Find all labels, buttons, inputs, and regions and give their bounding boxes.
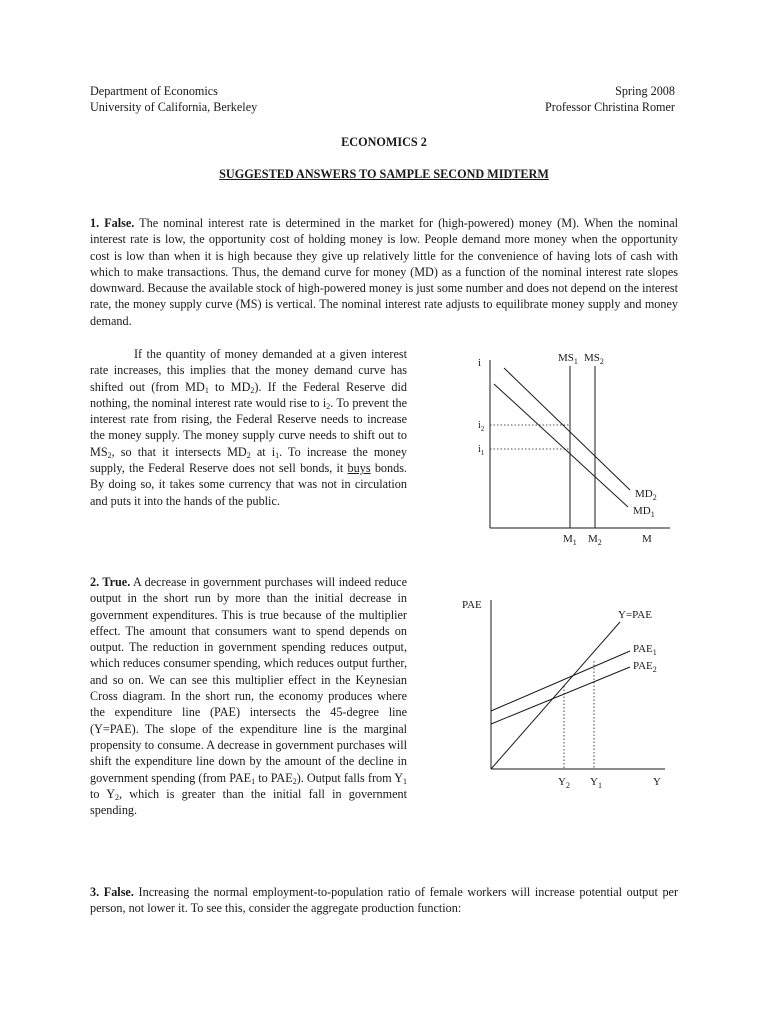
pae1-label: $PAE_1$ [633,643,657,657]
q1-label: 1. False. [90,216,135,230]
pae2-label: $PAE_2$ [633,660,657,674]
q2-label: 2. True. [90,575,131,589]
subscript: 2 [246,450,251,460]
q1-p2-text: at i [250,444,276,459]
q2-text: to Y [90,786,116,801]
subscript: 2 [107,450,112,460]
subscript: 2 [115,792,120,802]
i1-label: $i_1$ [478,444,485,457]
department: Department of Economics [90,84,218,98]
ms2-label: $MS_2$ [584,352,604,366]
y-axis-label: PAE [462,599,482,611]
y1-label: $Y_1$ [590,776,602,790]
subscript: 2 [250,385,255,395]
x-axis-label: M [642,533,652,545]
line-45-label: Y=PAE [618,609,652,621]
q1-p2-text: . To prevent the interest rate from rising, the Federal Reserve needs to increase the money supply. The money supply curve needs to shift out to MS [90,395,408,459]
m2-label: $M_2$ [588,533,602,547]
term: Spring 2008 [615,84,675,98]
q3-paragraph [90,884,678,917]
md1-line [494,384,628,507]
q3-label: 3. False. [90,885,134,899]
q1-p2-text: bonds. By doing so, it takes some currency that was not in circulation and puts it into the hands of the public. [90,461,407,508]
header-left [90,83,257,116]
q2-paragraph [90,574,407,818]
subscript: 1 [275,450,280,460]
money-market-diagram [470,344,680,550]
document-subtitle: SUGGESTED ANSWERS TO SAMPLE SECOND MIDTERM [219,167,549,181]
q2-text: ). Output falls from Y [296,770,404,785]
y-axis-label: i [478,357,482,369]
q1-paragraph-2 [90,346,407,509]
emphasis-buys: buys [347,461,371,476]
subscript: 1 [204,385,209,395]
md1-label: $MD_1$ [633,505,655,519]
subscript: 2 [326,401,331,411]
md2-line [504,368,630,490]
q2-text: to PAE [255,770,293,785]
x-axis-label: Y [653,776,661,788]
subscript: 1 [251,776,256,786]
document-title: ECONOMICS 2 [341,135,427,149]
q1-p2-text: If the quantity of money demanded at a given interest rate increases, this implies that the money demand curve has shifted out (from MD [90,347,407,394]
m1-label: $M_1$ [563,533,577,547]
md2-label: $MD_2$ [635,488,657,502]
q1-p2-text: , so that it intersects MD [111,444,247,459]
q1-paragraph [90,215,678,329]
subscript: 1 [403,776,408,786]
i2-label: $i_2$ [478,420,485,433]
keynesian-cross-diagram [460,594,680,794]
header-right [545,83,675,116]
q1-p2-text: . To increase the money supply, the Federal Reserve does not sell bonds, it [90,444,407,476]
q1-p2-text: ). If the Federal Reserve did nothing, the nominal interest rate would rise to i [90,379,407,410]
q1-text: The nominal interest rate is determined in the market for (high-powered) money (M). When the nominal interest rate is low, the opportunity cost of holding money is low. People demand more money when the opportunity cost is low than when it is high because they give up relatively little for the convenience of having lots of cash with which to make transactions. Thus, the demand curve for money (MD) as a function of the nominal interest rate slopes downward. Because the available stock of high-powered money is just some number and does not depend on the interest rate, the money supply curve (MS) is vertical. The nominal interest rate adjusts to equilibrate money supply and money demand. [90,216,679,328]
q2-text: , which is greater than the initial fall in government spending. [90,786,407,818]
ms1-label: $MS_1$ [558,352,578,366]
q3-text: Increasing the normal employment-to-population ratio of female workers will increase potential output per person, not lower it. To see this, consider the aggregate production function: [90,885,679,916]
pae1-line [491,651,630,711]
y2-label: $Y_2$ [558,776,570,790]
professor: Professor Christina Romer [545,100,675,115]
subscript: 2 [292,776,297,786]
q1-p2-text: to MD [208,379,251,394]
university: University of California, Berkeley [90,100,258,115]
pae2-line [491,667,630,724]
q2-text: A decrease in government purchases will indeed reduce output in the short run by more than the initial decrease in government expenditures. This is true because of the multiplier effect. The amount that consumers want to spend depends on output. The reduction in government spending reduces output, which reduces consumer spending, which reduces output further, and so on. We can see this multiplier effect in the Keynesian Cross diagram. In the short run, the economy produces where the expenditure line (PAE) intersects the 45-degree line (Y=PAE). The slope of the expenditure line is the marginal propensity to consume. A decrease in government purchases will shift the expenditure line down by the amount of the decline in government spending (from PAE [90,575,407,785]
line-45-degree [491,622,620,769]
